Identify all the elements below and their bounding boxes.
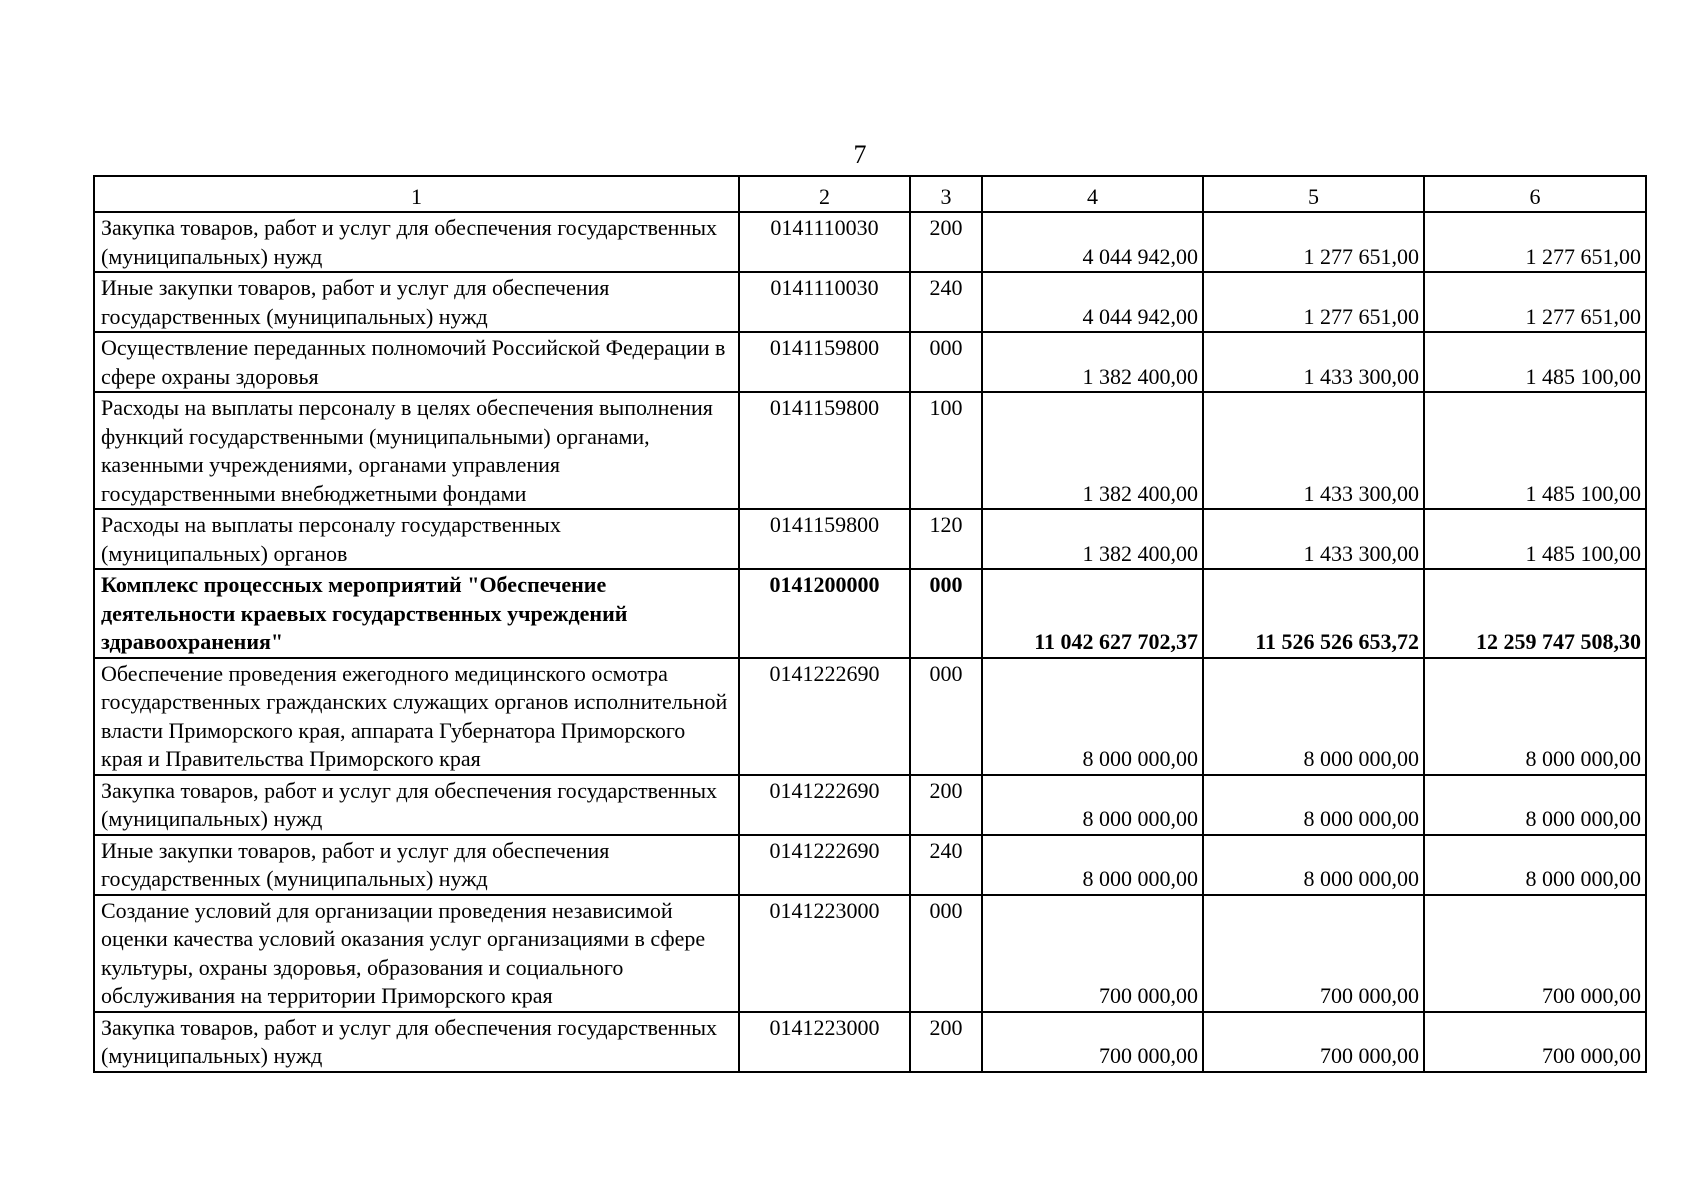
row-name-cell: Закупка товаров, работ и услуг для обеспечения государственных (муниципальных) нужд — [94, 775, 739, 835]
row-name-cell: Закупка товаров, работ и услуг для обеспечения государственных (муниципальных) нужд — [94, 212, 739, 272]
row-expense-type-cell: 000 — [910, 658, 982, 775]
row-name-cell: Создание условий для организации проведения независимой оценки качества условий оказания услуг организациями в сфере культуры, охраны здоровья, образования и социального обслуживания на территории Приморского края — [94, 895, 739, 1012]
page-number: 7 — [853, 140, 867, 169]
table-row — [94, 332, 1646, 392]
row-value-col4-cell: 8 000 000,00 — [982, 835, 1203, 895]
row-value-col4-cell: 8 000 000,00 — [982, 775, 1203, 835]
table-row — [94, 569, 1646, 658]
row-code-cell: 0141223000 — [739, 1012, 910, 1072]
row-code-cell: 0141159800 — [739, 509, 910, 569]
row-value-col4-cell: 4 044 942,00 — [982, 272, 1203, 332]
table-row — [94, 272, 1646, 332]
table-row — [94, 658, 1646, 775]
row-value-col6-cell: 1 485 100,00 — [1424, 392, 1646, 509]
row-expense-type-cell: 100 — [910, 392, 982, 509]
row-value-col5-cell: 700 000,00 — [1203, 895, 1424, 1012]
column-header-1: 1 — [94, 176, 739, 212]
row-value-col6-cell: 1 277 651,00 — [1424, 272, 1646, 332]
row-value-col6-cell: 700 000,00 — [1424, 895, 1646, 1012]
row-value-col4-cell: 1 382 400,00 — [982, 332, 1203, 392]
row-expense-type-cell: 240 — [910, 272, 982, 332]
row-value-col5-cell: 8 000 000,00 — [1203, 835, 1424, 895]
row-code-cell: 0141222690 — [739, 835, 910, 895]
row-value-col5-cell: 11 526 526 653,72 — [1203, 569, 1424, 658]
table-row — [94, 212, 1646, 272]
row-name-cell: Иные закупки товаров, работ и услуг для обеспечения государственных (муниципальных) нужд — [94, 272, 739, 332]
row-name-cell: Расходы на выплаты персоналу государственных (муниципальных) органов — [94, 509, 739, 569]
row-name-cell: Закупка товаров, работ и услуг для обеспечения государственных (муниципальных) нужд — [94, 1012, 739, 1072]
table-row — [94, 392, 1646, 509]
row-value-col6-cell: 8 000 000,00 — [1424, 658, 1646, 775]
table-row — [94, 895, 1646, 1012]
column-header-6: 6 — [1424, 176, 1646, 212]
row-code-cell: 0141110030 — [739, 212, 910, 272]
budget-table — [93, 175, 1647, 1073]
row-expense-type-cell: 000 — [910, 569, 982, 658]
column-header-4: 4 — [982, 176, 1203, 212]
row-value-col5-cell: 1 433 300,00 — [1203, 392, 1424, 509]
row-value-col5-cell: 8 000 000,00 — [1203, 775, 1424, 835]
row-expense-type-cell: 000 — [910, 332, 982, 392]
column-header-3: 3 — [910, 176, 982, 212]
row-expense-type-cell: 240 — [910, 835, 982, 895]
row-name-cell: Иные закупки товаров, работ и услуг для обеспечения государственных (муниципальных) нужд — [94, 835, 739, 895]
row-value-col5-cell: 1 277 651,00 — [1203, 212, 1424, 272]
row-expense-type-cell: 000 — [910, 895, 982, 1012]
row-code-cell: 0141200000 — [739, 569, 910, 658]
row-value-col6-cell: 1 485 100,00 — [1424, 509, 1646, 569]
row-code-cell: 0141110030 — [739, 272, 910, 332]
row-value-col6-cell: 8 000 000,00 — [1424, 775, 1646, 835]
table-row — [94, 775, 1646, 835]
row-code-cell: 0141222690 — [739, 775, 910, 835]
row-value-col4-cell: 11 042 627 702,37 — [982, 569, 1203, 658]
row-code-cell: 0141223000 — [739, 895, 910, 1012]
table-header-row — [94, 176, 1646, 212]
row-code-cell: 0141222690 — [739, 658, 910, 775]
row-name-cell: Расходы на выплаты персоналу в целях обеспечения выполнения функций государственными (муниципальными) органами, казенными учреждениями, органами управления государственными внебюджетными фондами — [94, 392, 739, 509]
row-expense-type-cell: 200 — [910, 212, 982, 272]
column-header-2: 2 — [739, 176, 910, 212]
table-row — [94, 509, 1646, 569]
row-value-col5-cell: 700 000,00 — [1203, 1012, 1424, 1072]
row-expense-type-cell: 200 — [910, 775, 982, 835]
row-value-col5-cell: 8 000 000,00 — [1203, 658, 1424, 775]
row-value-col5-cell: 1 277 651,00 — [1203, 272, 1424, 332]
row-expense-type-cell: 120 — [910, 509, 982, 569]
row-value-col6-cell: 700 000,00 — [1424, 1012, 1646, 1072]
row-value-col6-cell: 12 259 747 508,30 — [1424, 569, 1646, 658]
row-value-col4-cell: 4 044 942,00 — [982, 212, 1203, 272]
row-value-col6-cell: 1 277 651,00 — [1424, 212, 1646, 272]
row-value-col4-cell: 8 000 000,00 — [982, 658, 1203, 775]
row-value-col5-cell: 1 433 300,00 — [1203, 332, 1424, 392]
row-name-cell: Обеспечение проведения ежегодного медицинского осмотра государственных гражданских служащих органов исполнительной власти Приморского края, аппарата Губернатора Приморского края и Правительства Приморского края — [94, 658, 739, 775]
row-expense-type-cell: 200 — [910, 1012, 982, 1072]
row-code-cell: 0141159800 — [739, 332, 910, 392]
row-value-col4-cell: 1 382 400,00 — [982, 509, 1203, 569]
table-row — [94, 1012, 1646, 1072]
table-row — [94, 835, 1646, 895]
row-value-col6-cell: 8 000 000,00 — [1424, 835, 1646, 895]
row-value-col4-cell: 1 382 400,00 — [982, 392, 1203, 509]
row-value-col4-cell: 700 000,00 — [982, 895, 1203, 1012]
row-value-col4-cell: 700 000,00 — [982, 1012, 1203, 1072]
column-header-5: 5 — [1203, 176, 1424, 212]
row-code-cell: 0141159800 — [739, 392, 910, 509]
row-name-cell: Комплекс процессных мероприятий "Обеспечение деятельности краевых государственных учреждений здравоохранения" — [94, 569, 739, 658]
row-name-cell: Осуществление переданных полномочий Российской Федерации в сфере охраны здоровья — [94, 332, 739, 392]
row-value-col6-cell: 1 485 100,00 — [1424, 332, 1646, 392]
row-value-col5-cell: 1 433 300,00 — [1203, 509, 1424, 569]
